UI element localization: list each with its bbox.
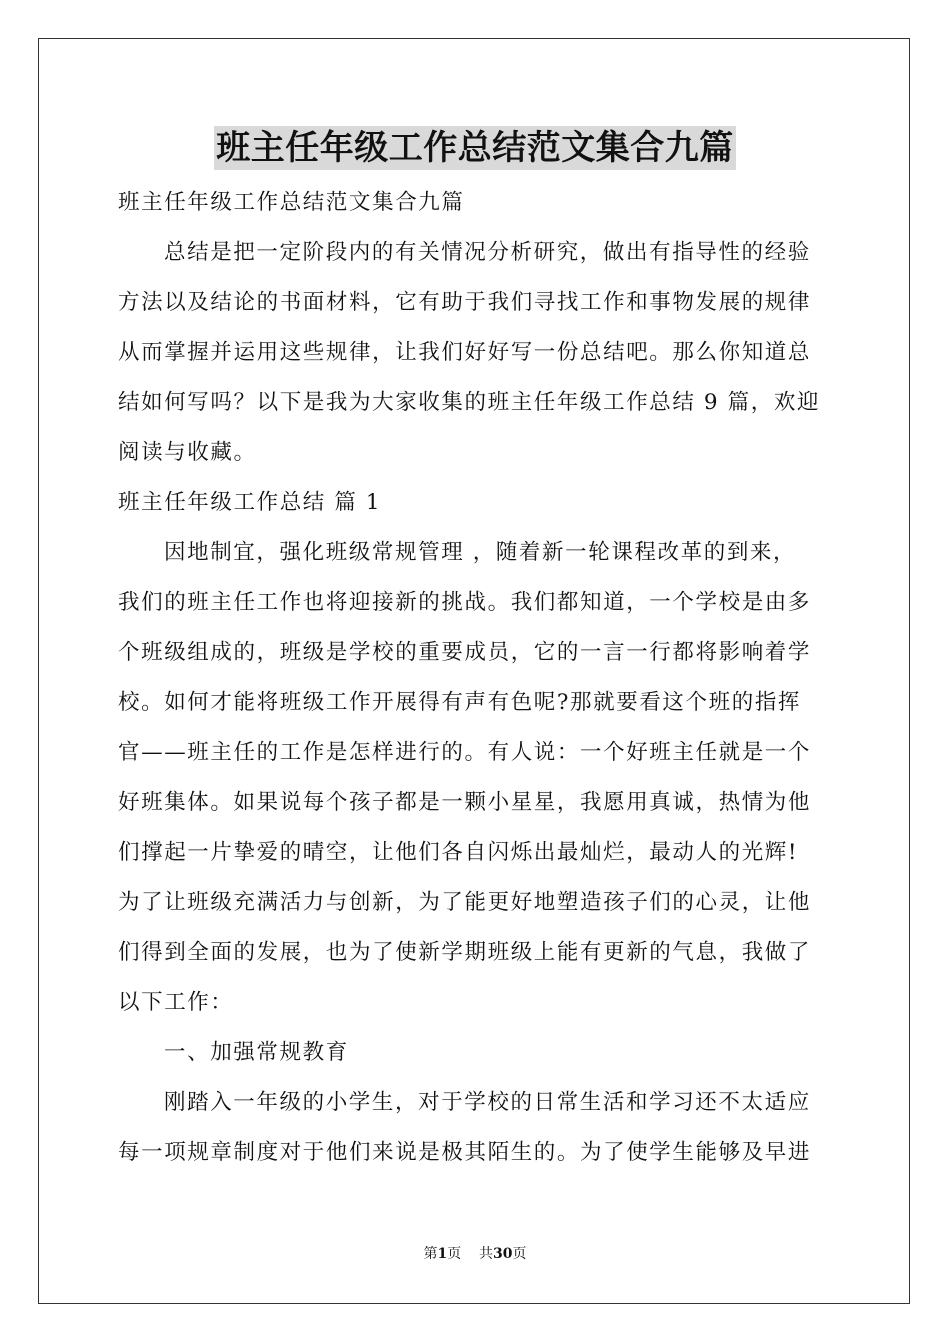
paragraph-line: 总结是把一定阶段内的有关情况分析研究，做出有指导性的经验 (164, 240, 811, 265)
title-wrap (0, 126, 950, 170)
section-heading: 班主任年级工作总结 篇 1 (118, 490, 382, 515)
paragraph-line: 好班集体。如果说每个孩子都是一颗小星星，我愿用真诚，热情为他 (118, 790, 812, 815)
footer-suffix: 页 (512, 1246, 527, 1262)
paragraph-line: 结如何写吗？以下是我为大家收集的班主任年级工作总结 9 篇，欢迎 (118, 390, 821, 415)
paragraph-line: 方法以及结论的书面材料，它有助于我们寻找工作和事物发展的规律 (118, 290, 812, 315)
subtitle-line: 班主任年级工作总结范文集合九篇 (118, 190, 465, 215)
paragraph-line: 刚踏入一年级的小学生，对于学校的日常生活和学习还不太适应 (164, 1090, 811, 1115)
paragraph-line: 我们的班主任工作也将迎接新的挑战。我们都知道，一个学校是由多 (118, 590, 812, 615)
paragraph-line: 们撑起一片挚爱的晴空，让他们各自闪烁出最灿烂，最动人的光辉! (118, 840, 799, 865)
paragraph-line: 阅读与收藏。 (118, 440, 257, 465)
document-body (118, 178, 832, 1178)
paragraph-line: 因地制宜，强化班级常规管理 ，随着新一轮课程改革的到来， (164, 540, 797, 565)
document-title: 班主任年级工作总结范文集合九篇 (216, 128, 734, 168)
footer-total-pages: 30 (493, 1246, 513, 1262)
paragraph-line: 以下工作： (118, 990, 234, 1015)
paragraph-line: 官——班主任的工作是怎样进行的。有人说：一个好班主任就是一个 (118, 740, 812, 765)
page-footer (0, 1244, 950, 1264)
paragraph-line: 从而掌握并运用这些规律，让我们好好写一份总结吧。那么你知道总 (118, 340, 812, 365)
paragraph-line: 个班级组成的，班级是学校的重要成员，它的一言一行都将影响着学 (118, 640, 812, 665)
footer-mid: 页 共 (447, 1246, 494, 1262)
paragraph-line: 校。如何才能将班级工作开展得有声有色呢?那就要看这个班的指挥 (118, 690, 802, 715)
paragraph-line: 为了让班级充满活力与创新，为了能更好地塑造孩子们的心灵，让他 (118, 890, 812, 915)
paragraph-line: 每一项规章制度对于他们来说是极其陌生的。为了使学生能够及早进 (118, 1140, 812, 1165)
paragraph-line: 们得到全面的发展，也为了使新学期班级上能有更新的气息，我做了 (118, 940, 812, 965)
subsection-heading: 一、加强常规教育 (164, 1040, 349, 1065)
footer-page-number: 1 (437, 1246, 448, 1262)
footer-prefix: 第 (423, 1246, 438, 1262)
